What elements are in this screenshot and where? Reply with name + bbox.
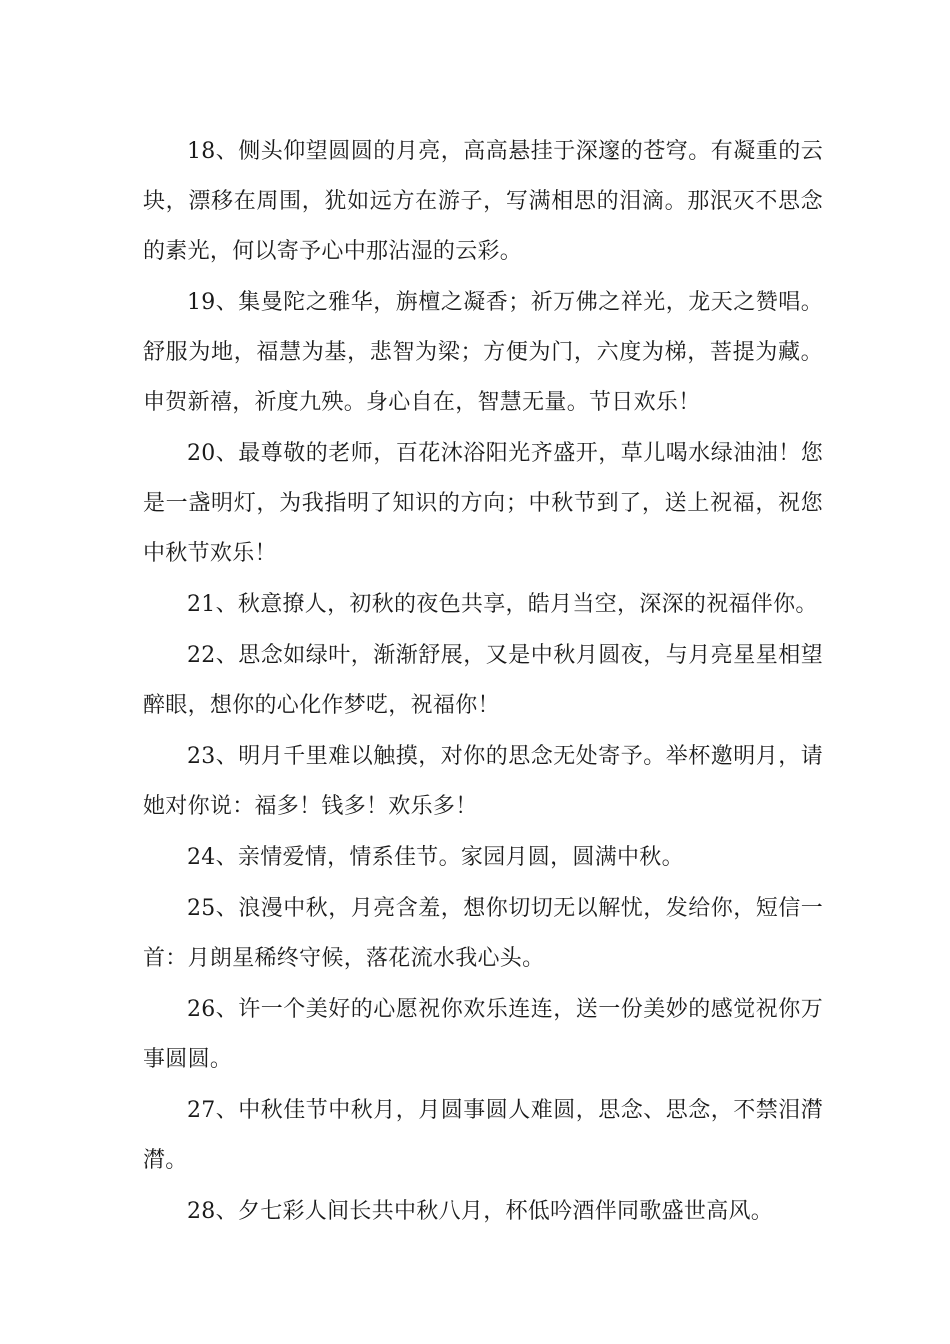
- paragraph-25: 25、浪漫中秋，月亮含羞，想你切切无以解忧，发给你，短信一首：月朗星稀终守候，落花流水我心头。: [143, 896, 823, 971]
- paragraph-27: 27、中秋佳节中秋月，月圆事圆人难圆，思念、思念，不禁泪潸潸。: [143, 1098, 823, 1173]
- paragraph-28: 28、夕七彩人间长共中秋八月，杯低吟酒伴同歌盛世高风。: [187, 1199, 774, 1224]
- paragraph-22: 22、思念如绿叶，渐渐舒展，又是中秋月圆夜，与月亮星星相望醉眼，想你的心化作梦呓，祝福你！: [143, 643, 823, 718]
- paragraph-26: 26、许一个美好的心愿祝你欢乐连连，送一份美妙的感觉祝你万事圆圆。: [143, 997, 823, 1072]
- paragraph-23: 23、明月千里难以触摸，对你的思念无处寄予。举杯邀明月，请她对你说：福多！钱多！欢乐多！: [143, 744, 823, 819]
- paragraph-20: 20、最尊敬的老师，百花沐浴阳光齐盛开，草儿喝水绿油油！您是一盏明灯，为我指明了知识的方向；中秋节到了，送上祝福，祝您中秋节欢乐！: [143, 441, 823, 566]
- paragraph-21: 21、秋意撩人，初秋的夜色共享，皓月当空，深深的祝福伴你。: [187, 592, 818, 617]
- document-body: [143, 127, 823, 1238]
- paragraph-24: 24、亲情爱情，情系佳节。家园月圆，圆满中秋。: [187, 845, 684, 870]
- paragraph-18: 18、侧头仰望圆圆的月亮，高高悬挂于深邃的苍穹。有凝重的云块，漂移在周围，犹如远方在游子，写满相思的泪滴。那泯灭不思念的素光，何以寄予心中那沾湿的云彩。: [143, 139, 823, 264]
- paragraph-19: 19、集曼陀之雅华，旃檀之凝香；祈万佛之祥光，龙天之赞唱。舒服为地，福慧为基，悲智为梁；方便为门，六度为梯，菩提为藏。申贺新禧，祈度九殃。身心自在，智慧无量。节日欢乐！: [143, 290, 823, 415]
